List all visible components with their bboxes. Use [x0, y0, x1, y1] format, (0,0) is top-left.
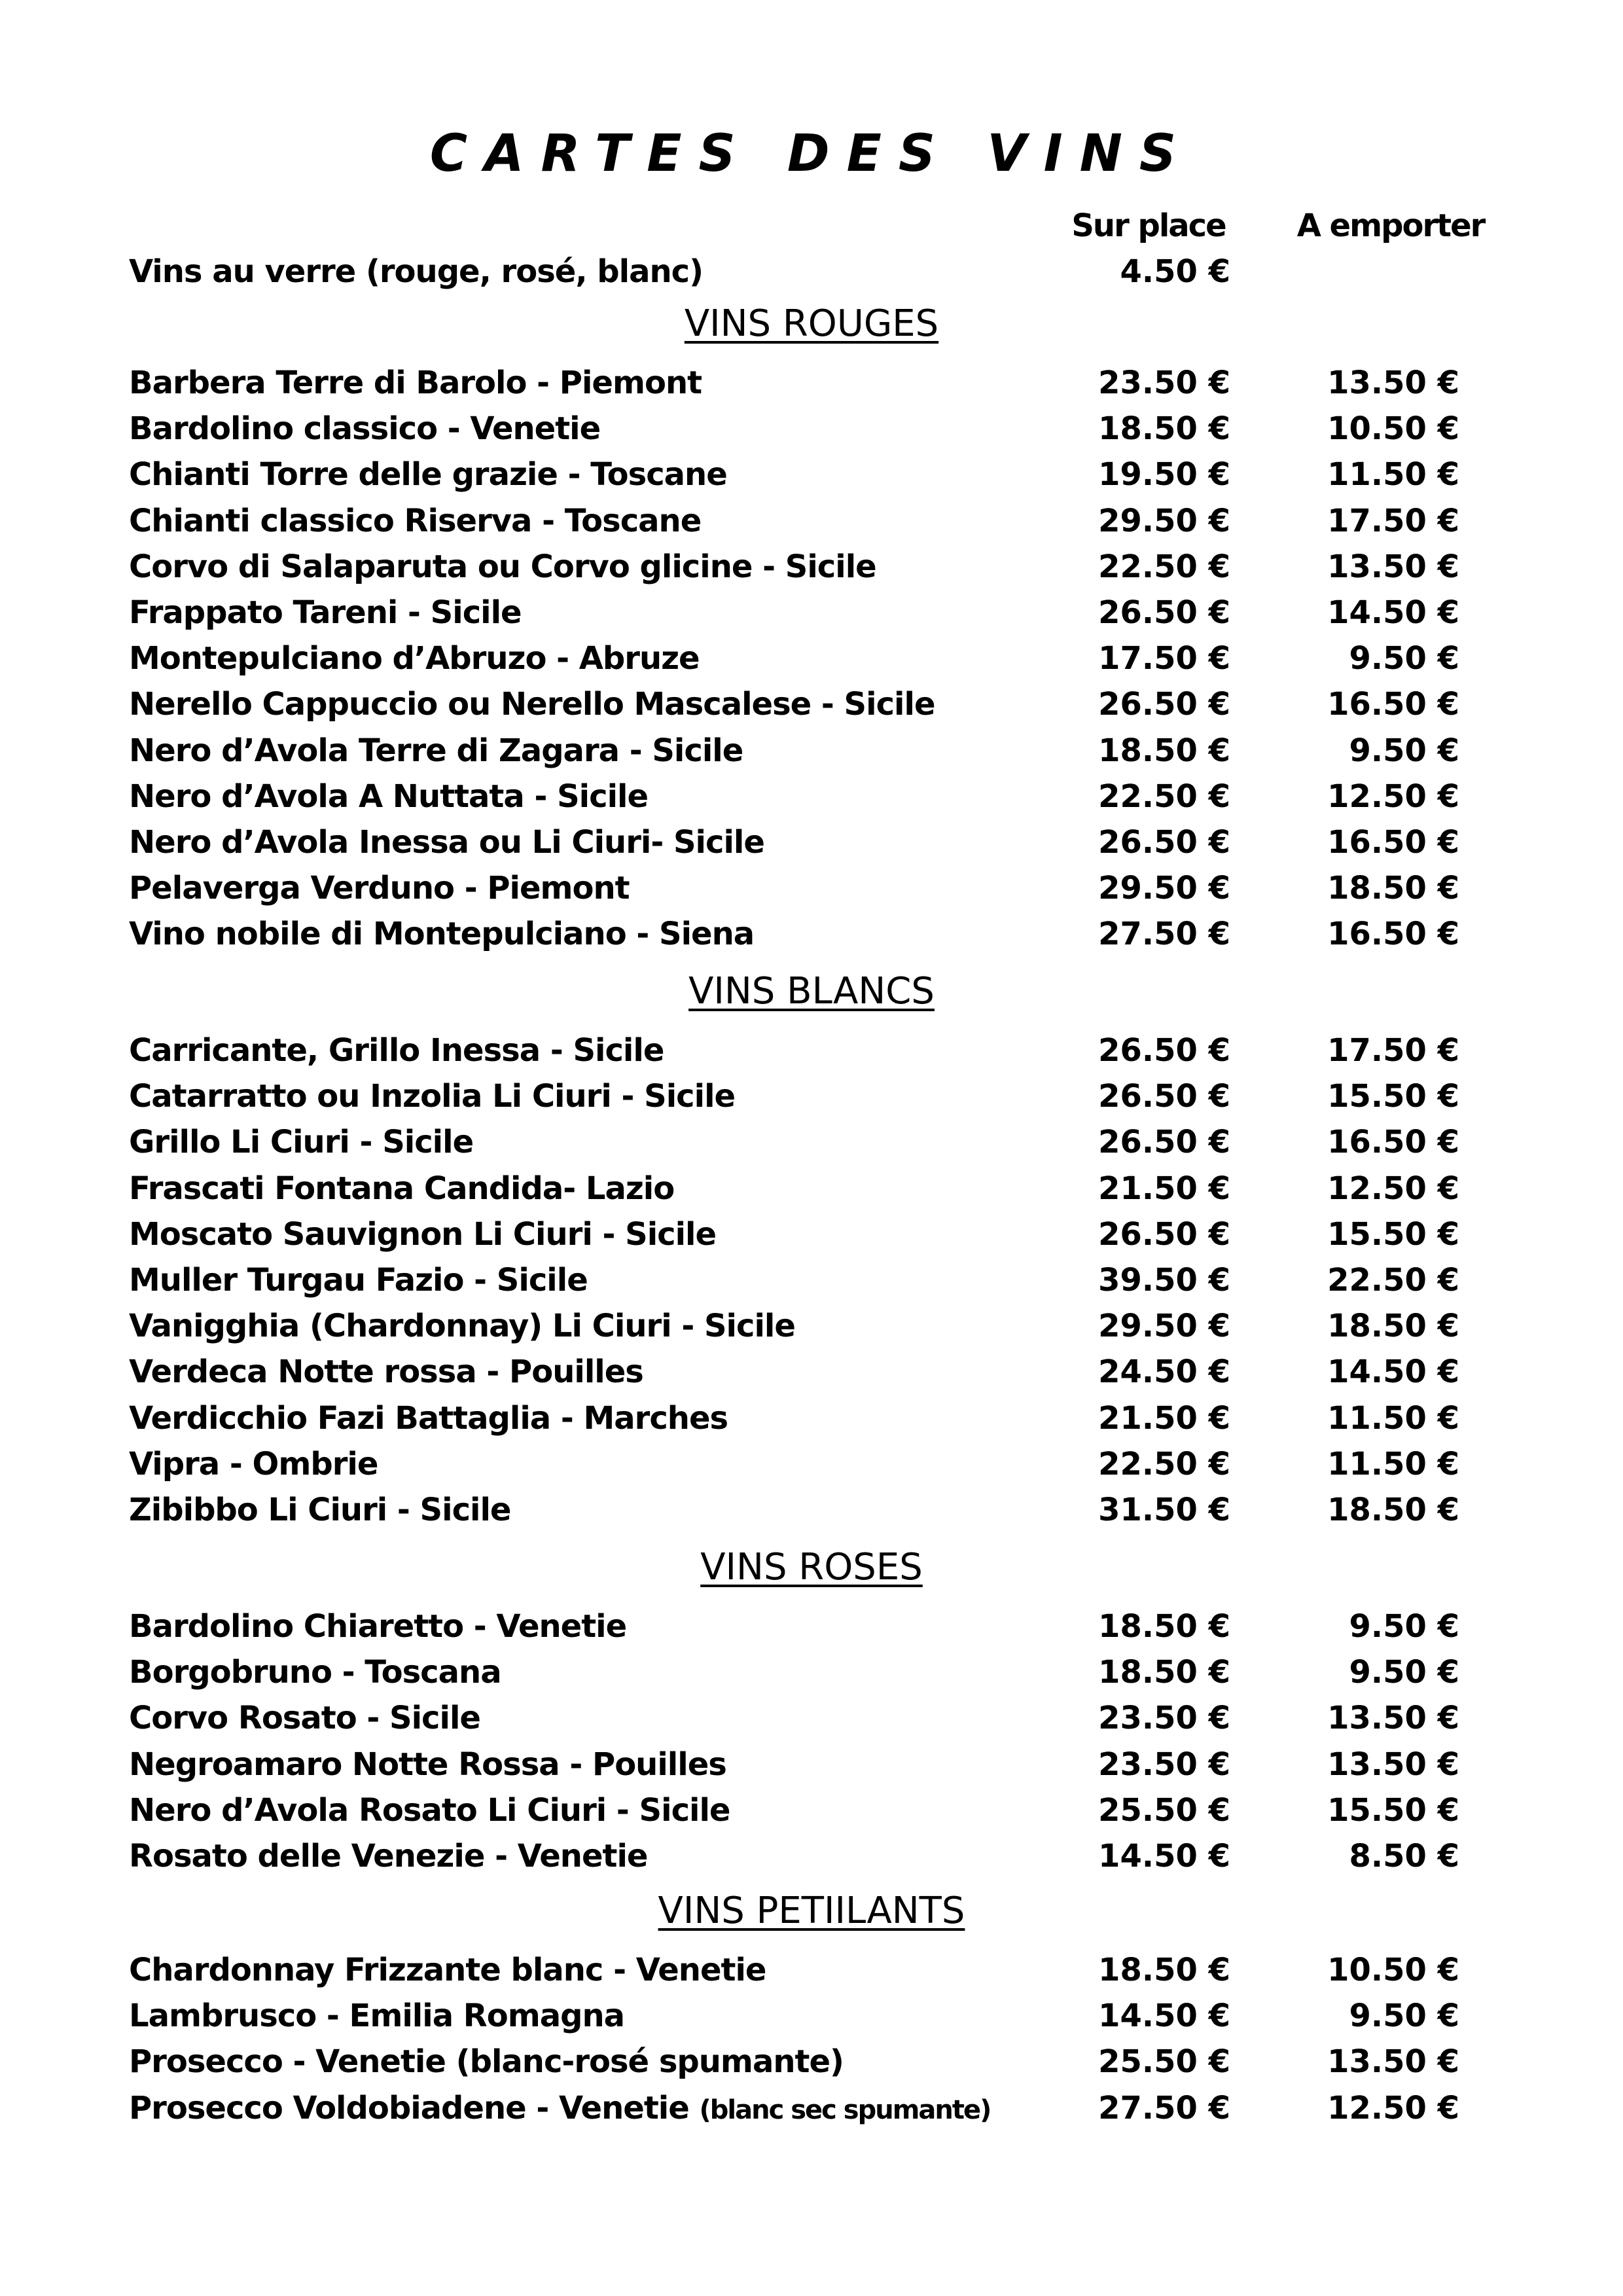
wine-name-text: Vino nobile di Montepulciano - Siena: [129, 916, 755, 953]
price-sur-place: 23.50 €: [1098, 1700, 1230, 1737]
price-a-emporter: 10.50 €: [1327, 1952, 1459, 1988]
price-sur-place: 26.50 €: [1098, 594, 1230, 631]
wine-name: [129, 2085, 990, 2133]
price-a-emporter: 15.50 €: [1327, 1791, 1459, 1829]
wine-row: [0, 2085, 1623, 2131]
price-sur-place: 18.50 €: [1098, 1952, 1230, 1988]
wine-name-text: Negroamaro Notte Rossa - Pouilles: [129, 1746, 726, 1783]
price-a-emporter: 18.50 €: [1327, 870, 1459, 907]
wine-name: [129, 636, 700, 681]
wine-row: [0, 1257, 1623, 1303]
wine-name-text: Borgobruno - Toscana: [129, 1654, 501, 1691]
price-a-emporter: 13.50 €: [1327, 365, 1459, 401]
price-sur-place: 31.50 €: [1098, 1492, 1230, 1528]
price-sur-place: 18.50 €: [1098, 410, 1230, 448]
wine-name-text: Frascati Fontana Candida- Lazio: [129, 1170, 675, 1207]
wine-name-text: Verdicchio Fazi Battaglia - Marches: [129, 1399, 728, 1437]
wine-name-text: Prosecco - Venetie (blanc-rosé spumante): [129, 2043, 844, 2081]
wine-name: [129, 1166, 674, 1211]
price-a-emporter: 16.50 €: [1327, 1124, 1459, 1161]
wine-name: [129, 544, 876, 590]
wine-name: [129, 1257, 588, 1303]
wine-name: [129, 1993, 624, 2039]
wine-name-text: Zibibbo Li Ciuri - Sicile: [129, 1492, 511, 1528]
wine-row: [0, 1119, 1623, 1165]
wine-row: [0, 590, 1623, 636]
price-sur-place: 29.50 €: [1098, 870, 1230, 907]
wine-name-text: Chianti classico Riserva - Toscane: [129, 502, 702, 539]
wine-name: [129, 681, 935, 727]
wine-name-text: Prosecco Voldobiadene - Venetie: [129, 2089, 689, 2126]
wine-name-text: Nerello Cappuccio ou Nerello Mascalese - Sicile: [129, 686, 935, 723]
wine-row: [0, 911, 1623, 957]
wine-name-text: Carricante, Grillo Inessa - Sicile: [129, 1032, 664, 1069]
wine-name-text: Nero d’Avola Inessa ou Li Ciuri- Sicile: [129, 824, 764, 861]
wine-name: [129, 1695, 480, 1741]
price-sur-place: 22.50 €: [1098, 548, 1230, 585]
wine-name-text: Muller Turgau Fazio - Sicile: [129, 1262, 588, 1299]
price-a-emporter: 16.50 €: [1327, 824, 1459, 861]
price-sur-place: 26.50 €: [1098, 1078, 1230, 1115]
wine-row: [0, 452, 1623, 497]
price-a-emporter: 10.50 €: [1327, 410, 1459, 448]
wine-name: [129, 406, 600, 452]
wine-name: [129, 1742, 726, 1787]
price-sur-place: 24.50 €: [1098, 1354, 1230, 1391]
price-a-emporter: 9.50 €: [1349, 1998, 1459, 2035]
wine-name-text: Bardolino Chiaretto - Venetie: [129, 1608, 627, 1645]
wine-row: [0, 636, 1623, 681]
wine-name: [129, 1833, 647, 1879]
wine-row: [0, 1487, 1623, 1533]
price-a-emporter: 22.50 €: [1327, 1262, 1459, 1299]
wine-name: [129, 1303, 795, 1349]
wine-name-text: Chianti Torre delle grazie - Toscane: [129, 456, 727, 493]
wine-row: [0, 360, 1623, 406]
price-sur-place: 4.50 €: [1120, 253, 1230, 290]
price-a-emporter: 13.50 €: [1327, 2043, 1459, 2081]
wine-row: [0, 1787, 1623, 1833]
price-a-emporter: 11.50 €: [1327, 1445, 1459, 1482]
price-sur-place: 22.50 €: [1098, 1445, 1230, 1482]
wine-row: [0, 498, 1623, 544]
price-a-emporter: 14.50 €: [1327, 594, 1459, 631]
wine-name-text: Corvo Rosato - Sicile: [129, 1700, 480, 1737]
wine-name-text: Vanigghia (Chardonnay) Li Ciuri - Sicile: [129, 1308, 795, 1345]
wine-name-text: Nero d’Avola Rosato Li Ciuri - Sicile: [129, 1791, 730, 1829]
wine-row: [0, 1211, 1623, 1257]
price-sur-place: 25.50 €: [1098, 2043, 1230, 2081]
wine-name: [129, 1349, 643, 1395]
wine-name: [129, 728, 743, 774]
price-sur-place: 14.50 €: [1098, 1998, 1230, 2035]
wine-row: [0, 1993, 1623, 2039]
wine-name: [129, 1787, 730, 1833]
wine-name: [129, 1073, 735, 1119]
price-a-emporter: 8.50 €: [1349, 1838, 1459, 1874]
price-a-emporter: 17.50 €: [1327, 502, 1459, 539]
wine-name-text: Nero d’Avola Terre di Zagara - Sicile: [129, 732, 743, 769]
wine-name-text: Frappato Tareni - Sicile: [129, 594, 522, 631]
wine-name: [129, 774, 648, 819]
wine-row: [0, 1947, 1623, 1993]
wine-row: [0, 1073, 1623, 1119]
section-title: VINS PETIILANTS: [658, 1890, 965, 1932]
wine-name: [129, 1604, 626, 1649]
wine-name: [129, 1211, 716, 1257]
wine-row: [0, 1395, 1623, 1441]
price-sur-place: 18.50 €: [1098, 1654, 1230, 1691]
price-sur-place: 21.50 €: [1098, 1170, 1230, 1207]
wine-name-text: Vipra - Ombrie: [129, 1445, 378, 1482]
price-a-emporter: 12.50 €: [1327, 2089, 1459, 2126]
price-sur-place: 22.50 €: [1098, 778, 1230, 815]
price-sur-place: 26.50 €: [1098, 824, 1230, 861]
wine-name: [129, 911, 754, 957]
column-header-a-emporter: A emporter: [1296, 207, 1485, 244]
column-header-sur-place: Sur place: [1071, 207, 1226, 244]
price-a-emporter: 9.50 €: [1349, 732, 1459, 769]
wine-name: [129, 1028, 664, 1073]
wine-name-text: Catarratto ou Inzolia Li Ciuri - Sicile: [129, 1078, 736, 1115]
wine-name-text: Lambrusco - Emilia Romagna: [129, 1998, 625, 2035]
wine-row: [0, 1742, 1623, 1787]
wine-row: [0, 1028, 1623, 1073]
price-a-emporter: 16.50 €: [1327, 686, 1459, 723]
wine-row: [0, 1604, 1623, 1649]
price-sur-place: 26.50 €: [1098, 1124, 1230, 1161]
price-a-emporter: 18.50 €: [1327, 1308, 1459, 1345]
wine-name: [129, 819, 764, 865]
wine-row: [0, 1441, 1623, 1487]
wine-name-text: Moscato Sauvignon Li Ciuri - Sicile: [129, 1215, 717, 1253]
price-sur-place: 25.50 €: [1098, 1791, 1230, 1829]
price-a-emporter: 12.50 €: [1327, 1170, 1459, 1207]
wine-name: [129, 2039, 844, 2085]
wine-name: [129, 1649, 501, 1695]
price-a-emporter: 12.50 €: [1327, 778, 1459, 815]
wine-name: [129, 865, 630, 911]
price-sur-place: 17.50 €: [1098, 640, 1230, 677]
price-a-emporter: 17.50 €: [1327, 1032, 1459, 1069]
price-sur-place: 26.50 €: [1098, 1032, 1230, 1069]
wine-name-text: Corvo di Salaparuta ou Corvo glicine - Sicile: [129, 548, 876, 585]
page-title: CARTES DES VINS: [429, 124, 1194, 183]
wine-name-text: Nero d’Avola A Nuttata - Sicile: [129, 778, 649, 815]
wine-name-text: Chardonnay Frizzante blanc - Venetie: [129, 1952, 766, 1988]
price-sur-place: 23.50 €: [1098, 365, 1230, 401]
wine-row: [0, 1166, 1623, 1211]
wine-row: [0, 1649, 1623, 1695]
price-sur-place: 29.50 €: [1098, 502, 1230, 539]
wine-name-text: Pelaverga Verduno - Piemont: [129, 870, 630, 907]
price-a-emporter: 9.50 €: [1349, 1608, 1459, 1645]
price-a-emporter: 11.50 €: [1327, 456, 1459, 493]
glass-wine-row: [0, 249, 1623, 295]
price-a-emporter: 13.50 €: [1327, 1700, 1459, 1737]
wine-row: [0, 774, 1623, 819]
price-a-emporter: 14.50 €: [1327, 1354, 1459, 1391]
price-a-emporter: 13.50 €: [1327, 1746, 1459, 1783]
wine-row: [0, 1833, 1623, 1879]
wine-row: [0, 728, 1623, 774]
wine-row: [0, 1349, 1623, 1395]
wine-row: [0, 544, 1623, 590]
price-a-emporter: 9.50 €: [1349, 1654, 1459, 1691]
wine-name: [129, 1441, 378, 1487]
section-title: VINS BLANCS: [688, 970, 935, 1013]
section-title: VINS ROSES: [700, 1546, 923, 1588]
price-a-emporter: 15.50 €: [1327, 1078, 1459, 1115]
price-sur-place: 19.50 €: [1098, 456, 1230, 493]
wine-name: Vins au verre (rouge, rosé, blanc): [129, 253, 704, 290]
price-sur-place: 23.50 €: [1098, 1746, 1230, 1783]
wine-row: [0, 406, 1623, 452]
wine-row: [0, 681, 1623, 727]
wine-row: [0, 1303, 1623, 1349]
wine-name: [129, 1487, 510, 1533]
wine-name: [129, 1119, 473, 1165]
wine-name-text: Bardolino classico - Venetie: [129, 410, 601, 448]
price-sur-place: 39.50 €: [1098, 1262, 1230, 1299]
wine-row: [0, 1695, 1623, 1741]
price-a-emporter: 16.50 €: [1327, 916, 1459, 953]
wine-name-text: Grillo Li Ciuri - Sicile: [129, 1124, 474, 1161]
wine-name-text: Montepulciano d’Abruzo - Abruze: [129, 640, 700, 677]
wine-name-text: Rosato delle Venezie - Venetie: [129, 1838, 648, 1874]
wine-row: [0, 865, 1623, 911]
wine-name-text: Verdeca Notte rossa - Pouilles: [129, 1354, 643, 1391]
price-sur-place: 29.50 €: [1098, 1308, 1230, 1345]
price-sur-place: 26.50 €: [1098, 1215, 1230, 1253]
price-sur-place: 27.50 €: [1098, 2089, 1230, 2126]
wine-name-suffix: (blanc sec spumante): [699, 2094, 991, 2125]
price-a-emporter: 18.50 €: [1327, 1492, 1459, 1528]
wine-name: [129, 1947, 766, 1993]
wine-row: [0, 819, 1623, 865]
price-sur-place: 21.50 €: [1098, 1399, 1230, 1437]
price-a-emporter: 13.50 €: [1327, 548, 1459, 585]
wine-row: [0, 2039, 1623, 2085]
price-sur-place: 14.50 €: [1098, 1838, 1230, 1874]
wine-name-text: Barbera Terre di Barolo - Piemont: [129, 365, 702, 401]
price-a-emporter: 15.50 €: [1327, 1215, 1459, 1253]
section-title: VINS ROUGES: [684, 302, 939, 345]
price-sur-place: 27.50 €: [1098, 916, 1230, 953]
price-sur-place: 18.50 €: [1098, 732, 1230, 769]
wine-name: [129, 360, 702, 406]
wine-name: [129, 590, 522, 636]
price-sur-place: 18.50 €: [1098, 1608, 1230, 1645]
price-a-emporter: 9.50 €: [1349, 640, 1459, 677]
wine-name: [129, 452, 727, 497]
wine-name: [129, 498, 701, 544]
wine-name: [129, 1395, 728, 1441]
price-sur-place: 26.50 €: [1098, 686, 1230, 723]
price-a-emporter: 11.50 €: [1327, 1399, 1459, 1437]
